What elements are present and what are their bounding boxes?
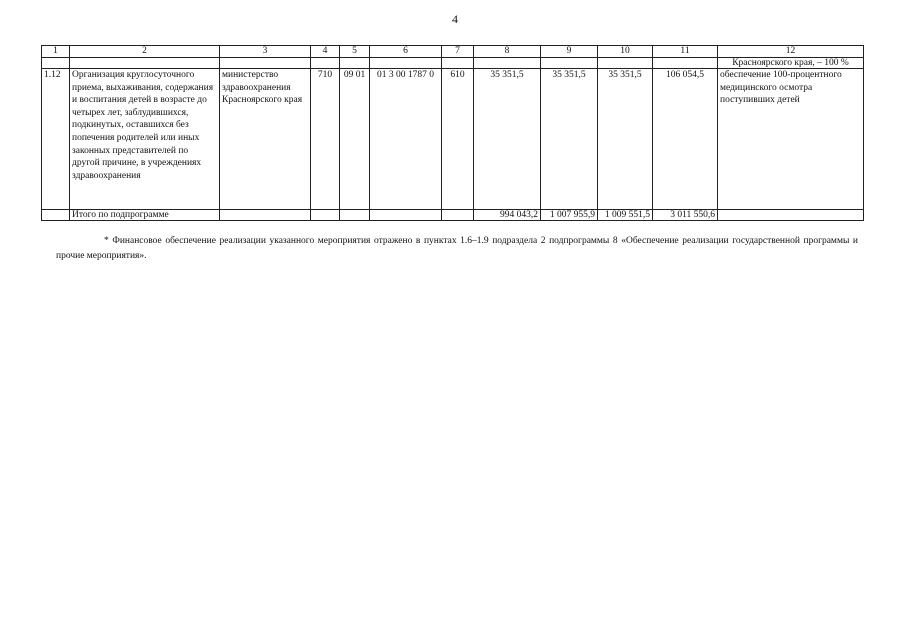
row-number: 1.12 xyxy=(42,69,70,210)
column-header: 2 xyxy=(70,46,220,58)
footnote: * Финансовое обеспечение реализации указанного мероприятия отражено в пунктах 1.6–1.9 подраздела 2 подпрограммы 8 «Обеспечение реализации государственной программы и прочие мероприятия». xyxy=(56,236,858,261)
carry-over-row xyxy=(42,58,864,69)
row-grbs-code: 710 xyxy=(311,69,340,210)
column-header: 9 xyxy=(541,46,598,58)
total-year1-amount: 994 043,2 xyxy=(474,210,541,221)
column-header-row xyxy=(42,46,864,58)
column-header: 12 xyxy=(718,46,864,58)
column-header: 5 xyxy=(340,46,370,58)
program-table xyxy=(41,45,864,221)
page-number: 4 xyxy=(452,12,458,26)
column-header: 11 xyxy=(653,46,718,58)
column-header: 7 xyxy=(442,46,474,58)
row-rzpr-code: 09 01 xyxy=(340,69,370,210)
total-year3-amount: 1 009 551,5 xyxy=(598,210,653,221)
row-year1-amount: 35 351,5 xyxy=(474,69,541,210)
row-executor: министерство здравоохранения Красноярского края xyxy=(220,69,311,210)
table-row xyxy=(42,69,864,210)
row-vr-code: 610 xyxy=(442,69,474,210)
column-header: 4 xyxy=(311,46,340,58)
total-sum-amount: 3 011 550,6 xyxy=(653,210,718,221)
row-year3-amount: 35 351,5 xyxy=(598,69,653,210)
column-header: 3 xyxy=(220,46,311,58)
row-total-amount: 106 054,5 xyxy=(653,69,718,210)
carry-over-text: Красноярского края, – 100 % xyxy=(718,58,864,69)
column-header: 8 xyxy=(474,46,541,58)
column-header: 6 xyxy=(370,46,442,58)
column-header: 1 xyxy=(42,46,70,58)
row-csr-code: 01 3 00 1787 0 xyxy=(370,69,442,210)
total-label: Итого по подпрограмме xyxy=(70,210,220,221)
total-row xyxy=(42,210,864,221)
total-year2-amount: 1 007 955,9 xyxy=(541,210,598,221)
row-expected-result: обеспечение 100-процентного медицинского осмотра поступивших детей xyxy=(718,69,864,210)
column-header: 10 xyxy=(598,46,653,58)
row-description: Организация круглосуточного приема, выхаживания, содержания и воспитания детей в возрасте до четырех лет, заблудившихся, подкинутых, оставшихся без попечения родителей или иных законных представителей по другой причине, в учреждениях здравоохранения xyxy=(70,69,220,210)
row-year2-amount: 35 351,5 xyxy=(541,69,598,210)
